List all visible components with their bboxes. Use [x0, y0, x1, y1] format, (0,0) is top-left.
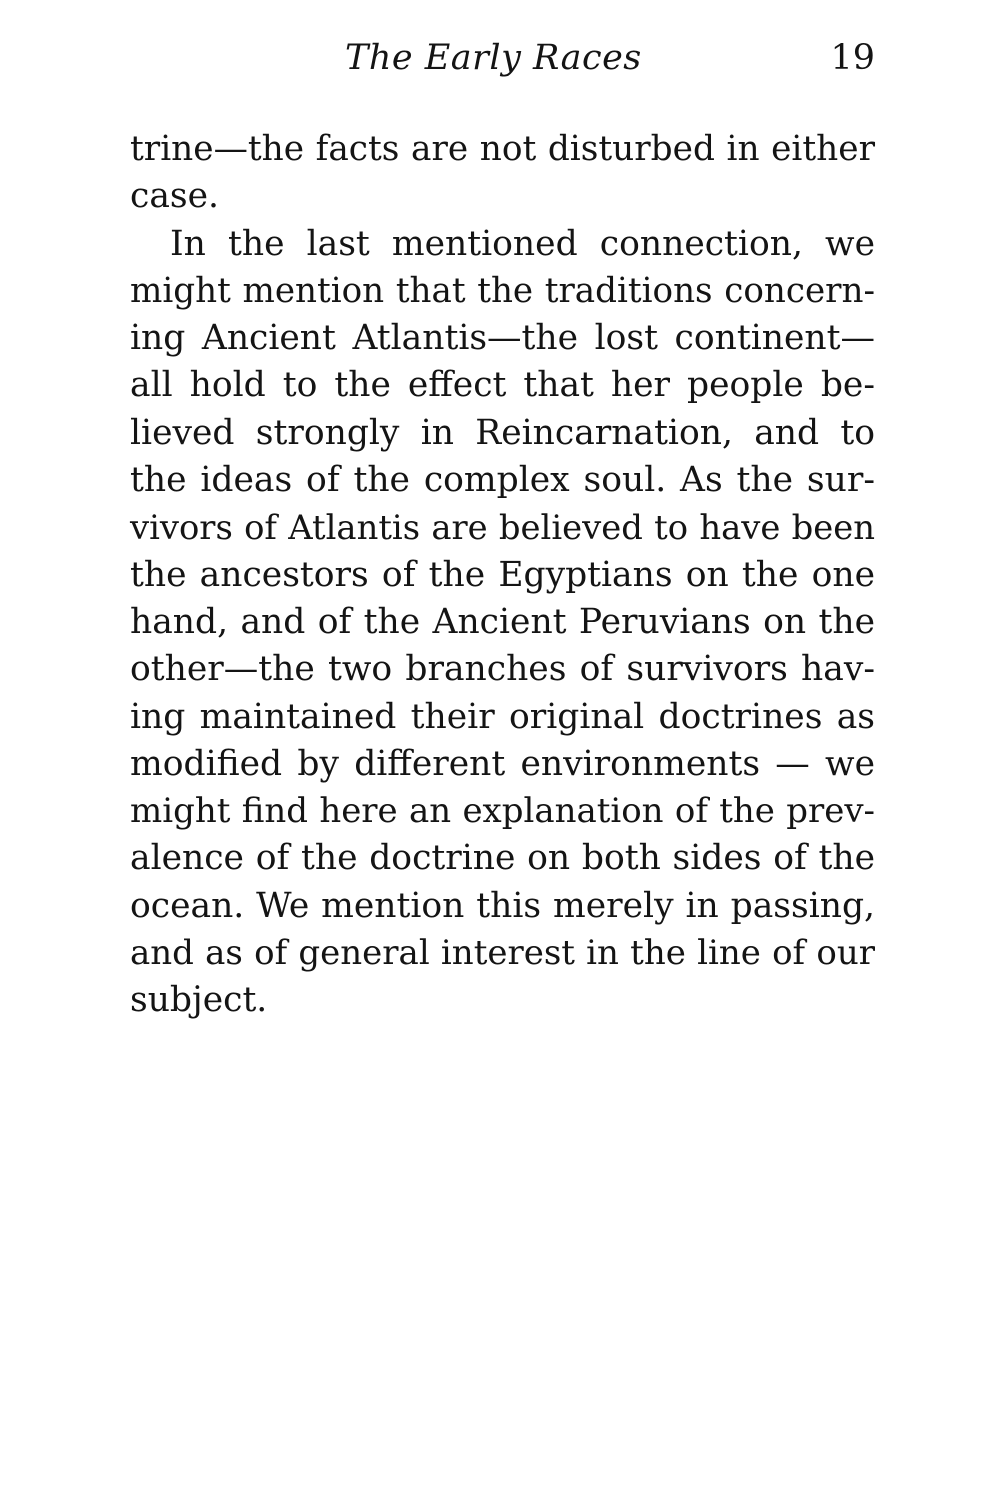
text-line: vivors of Atlantis are believed to have been — [130, 508, 875, 548]
text-line: In the last mentioned connection, we — [170, 223, 875, 264]
text-line: might find here an explanation of the prev- — [130, 791, 875, 832]
text-line: and as of general interest in the line of our — [130, 933, 875, 974]
text-line: ing maintained their original doctrines as — [130, 696, 875, 737]
text-line: other—the two branches of survivors hav- — [130, 649, 875, 690]
paragraph-atlantis — [130, 221, 875, 1025]
paragraph-continued — [130, 126, 875, 221]
text-line: hand, and of the Ancient Peruvians on the — [130, 601, 875, 642]
body-text — [130, 126, 875, 1025]
text-line: case. — [130, 176, 219, 217]
text-line: ing Ancient Atlantis—the lost continent— — [130, 318, 875, 359]
running-head — [130, 38, 875, 88]
text-line: might mention that the traditions concern- — [130, 270, 875, 311]
text-line: all hold to the effect that her people be- — [130, 365, 875, 406]
text-line: the ideas of the complex soul. As the sur- — [130, 460, 875, 501]
text-line: lieved strongly in Reincarnation, and to — [130, 412, 875, 453]
running-title: The Early Races — [345, 38, 642, 78]
text-line: trine—the facts are not disturbed in either — [130, 129, 875, 169]
text-line: subject. — [130, 980, 268, 1021]
text-line: the ancestors of the Egyptians on the one — [130, 554, 875, 595]
page-number: 19 — [830, 38, 875, 78]
text-line: alence of the doctrine on both sides of the — [130, 838, 875, 879]
text-line: modified by different environments — we — [130, 743, 875, 784]
text-line: ocean. We mention this merely in passing, — [130, 885, 875, 926]
